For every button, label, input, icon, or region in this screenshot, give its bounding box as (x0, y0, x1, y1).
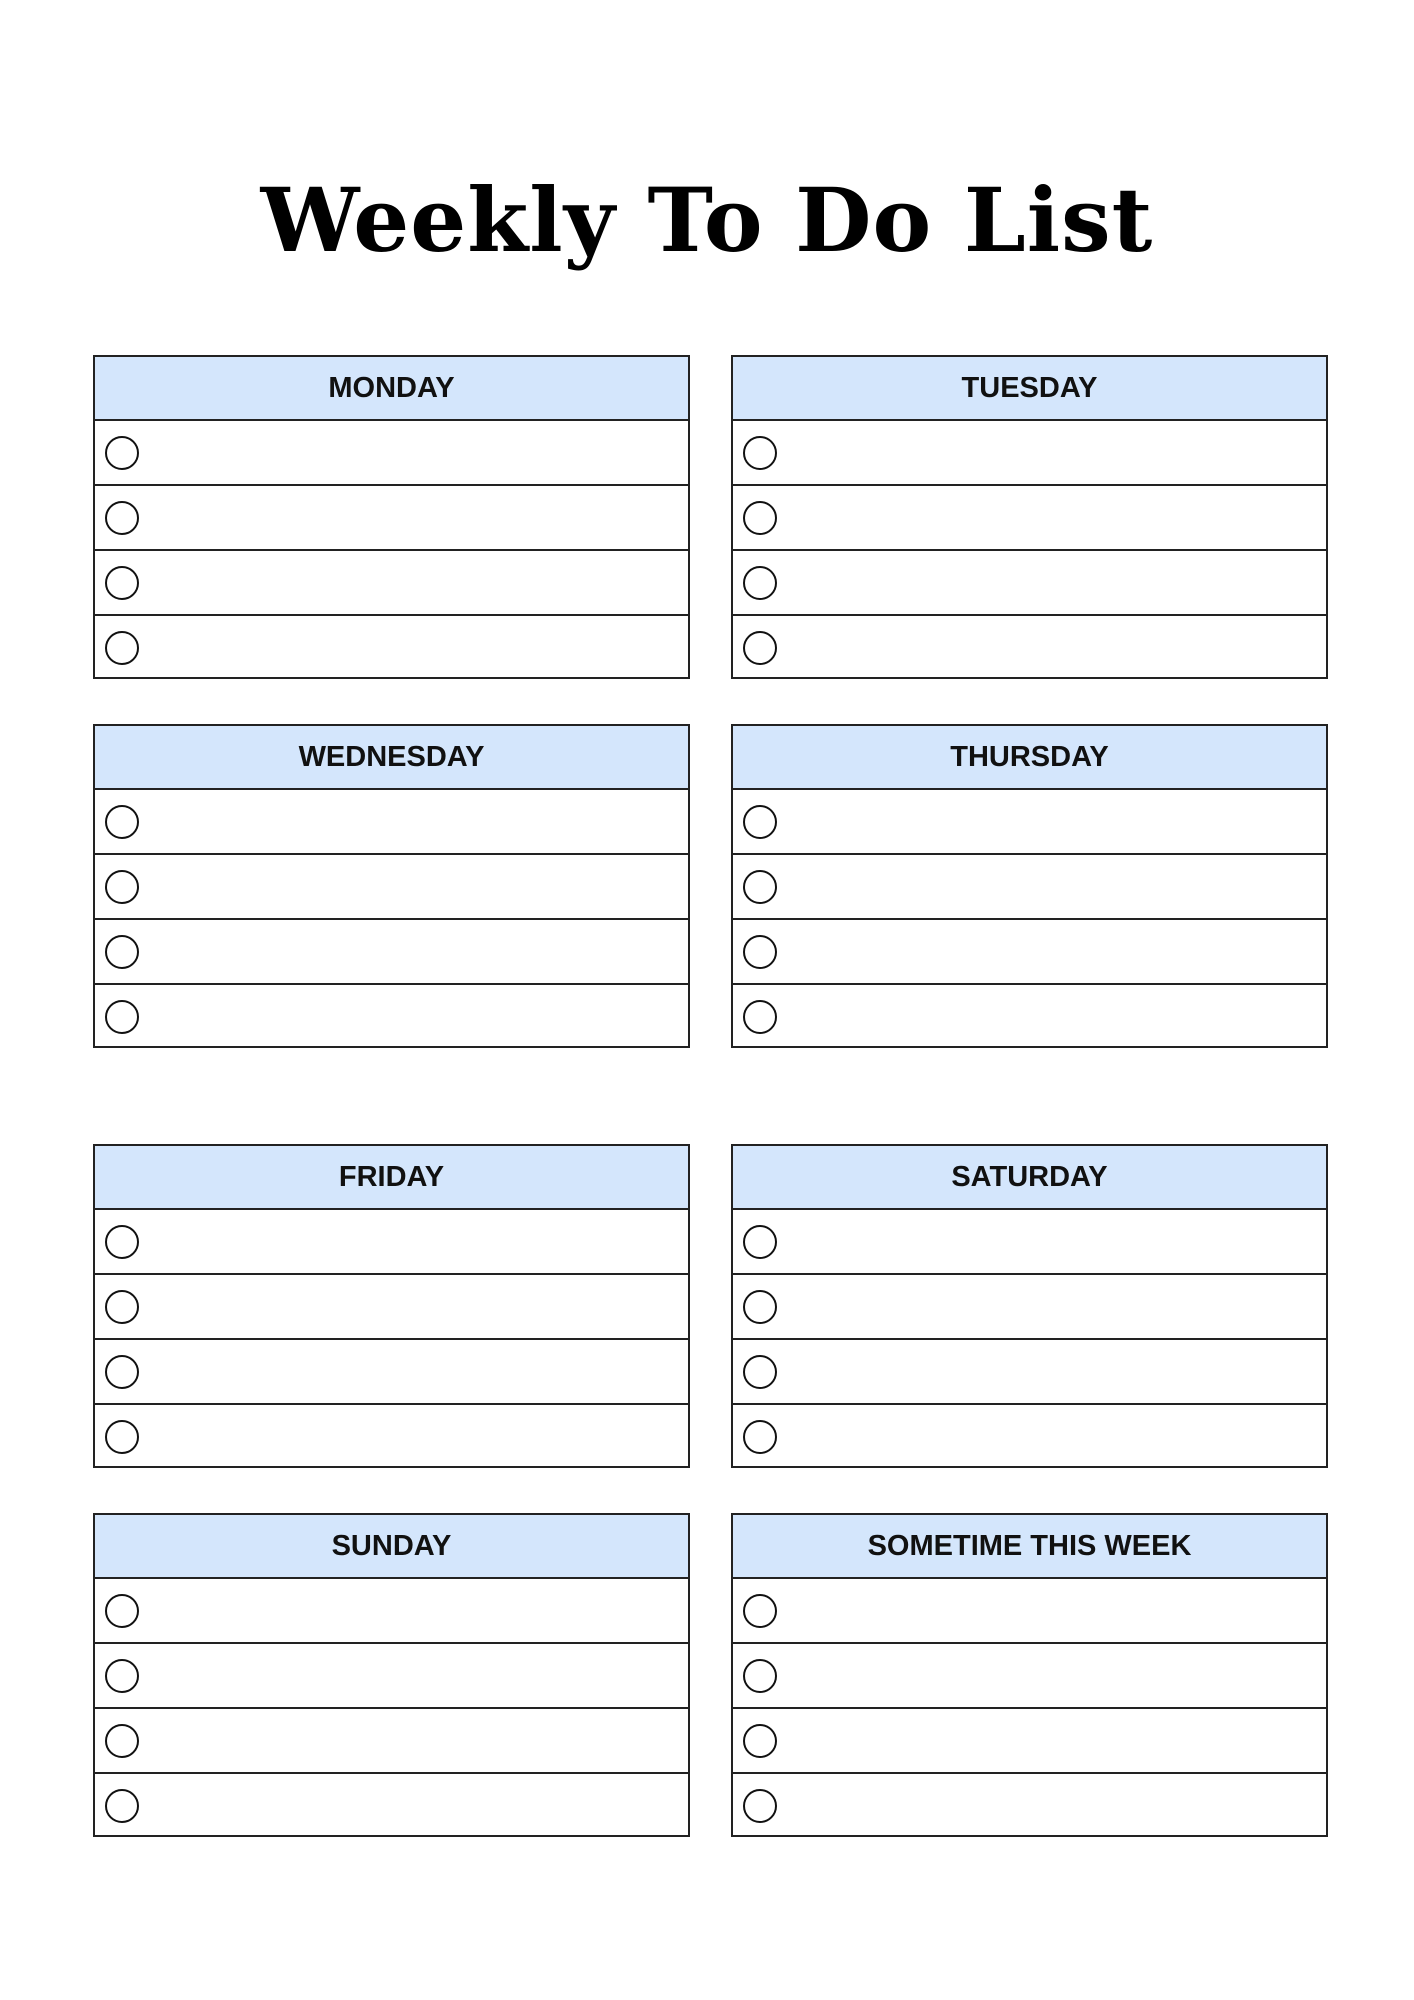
circle-checkbox-icon[interactable] (743, 1290, 777, 1324)
circle-checkbox-icon[interactable] (105, 805, 139, 839)
task-entry-field[interactable] (777, 1644, 1326, 1707)
task-row (95, 1405, 688, 1469)
task-entry-field[interactable] (139, 1340, 688, 1403)
page-title: Weekly To Do List (260, 168, 1154, 272)
task-entry-field[interactable] (777, 551, 1326, 614)
task-row (733, 985, 1326, 1049)
task-row (733, 616, 1326, 680)
circle-checkbox-icon[interactable] (105, 1594, 139, 1628)
task-row (733, 1644, 1326, 1709)
task-row (95, 1210, 688, 1275)
task-entry-field[interactable] (139, 1644, 688, 1707)
task-row (733, 1340, 1326, 1405)
day-box-monday (93, 355, 690, 679)
task-row (95, 1275, 688, 1340)
day-box-sometime-this-week (731, 1513, 1328, 1837)
circle-checkbox-icon[interactable] (105, 1225, 139, 1259)
day-box-thursday (731, 724, 1328, 1048)
task-entry-field[interactable] (777, 790, 1326, 853)
task-row (95, 1340, 688, 1405)
task-entry-field[interactable] (139, 855, 688, 918)
task-row (733, 421, 1326, 486)
circle-checkbox-icon[interactable] (105, 1659, 139, 1693)
circle-checkbox-icon[interactable] (743, 870, 777, 904)
day-box-saturday (731, 1144, 1328, 1468)
task-entry-field[interactable] (139, 1709, 688, 1772)
task-entry-field[interactable] (139, 790, 688, 853)
circle-checkbox-icon[interactable] (743, 1789, 777, 1823)
day-box-friday (93, 1144, 690, 1468)
task-entry-field[interactable] (139, 551, 688, 614)
circle-checkbox-icon[interactable] (743, 935, 777, 969)
task-entry-field[interactable] (139, 1579, 688, 1642)
circle-checkbox-icon[interactable] (743, 501, 777, 535)
task-entry-field[interactable] (777, 1340, 1326, 1403)
task-entry-field[interactable] (139, 1405, 688, 1469)
task-row (733, 1579, 1326, 1644)
task-row (95, 486, 688, 551)
task-row (95, 985, 688, 1049)
circle-checkbox-icon[interactable] (743, 1594, 777, 1628)
task-entry-field[interactable] (777, 486, 1326, 549)
task-row (733, 486, 1326, 551)
task-entry-field[interactable] (777, 1405, 1326, 1469)
circle-checkbox-icon[interactable] (105, 631, 139, 665)
task-row (733, 1709, 1326, 1774)
circle-checkbox-icon[interactable] (105, 436, 139, 470)
task-entry-field[interactable] (777, 1210, 1326, 1273)
day-header-saturday: SATURDAY (733, 1146, 1326, 1210)
task-entry-field[interactable] (139, 985, 688, 1049)
day-box-tuesday (731, 355, 1328, 679)
task-entry-field[interactable] (139, 616, 688, 680)
circle-checkbox-icon[interactable] (743, 805, 777, 839)
task-entry-field[interactable] (777, 985, 1326, 1049)
task-entry-field[interactable] (777, 855, 1326, 918)
circle-checkbox-icon[interactable] (743, 1659, 777, 1693)
task-row (95, 1774, 688, 1838)
circle-checkbox-icon[interactable] (105, 1724, 139, 1758)
circle-checkbox-icon[interactable] (743, 631, 777, 665)
circle-checkbox-icon[interactable] (105, 501, 139, 535)
circle-checkbox-icon[interactable] (105, 1290, 139, 1324)
task-entry-field[interactable] (139, 486, 688, 549)
task-row (733, 1774, 1326, 1838)
circle-checkbox-icon[interactable] (743, 1420, 777, 1454)
task-row (733, 1405, 1326, 1469)
circle-checkbox-icon[interactable] (743, 1355, 777, 1389)
circle-checkbox-icon[interactable] (105, 935, 139, 969)
task-entry-field[interactable] (777, 616, 1326, 680)
task-row (95, 1579, 688, 1644)
task-entry-field[interactable] (777, 421, 1326, 484)
day-box-sunday (93, 1513, 690, 1837)
task-entry-field[interactable] (139, 1210, 688, 1273)
circle-checkbox-icon[interactable] (105, 566, 139, 600)
task-entry-field[interactable] (139, 1275, 688, 1338)
task-entry-field[interactable] (777, 1709, 1326, 1772)
task-entry-field[interactable] (139, 1774, 688, 1838)
task-row (733, 1275, 1326, 1340)
task-entry-field[interactable] (139, 920, 688, 983)
circle-checkbox-icon[interactable] (743, 566, 777, 600)
day-header-sunday: SUNDAY (95, 1515, 688, 1579)
circle-checkbox-icon[interactable] (743, 1000, 777, 1034)
task-entry-field[interactable] (139, 421, 688, 484)
day-header-friday: FRIDAY (95, 1146, 688, 1210)
task-entry-field[interactable] (777, 1275, 1326, 1338)
task-entry-field[interactable] (777, 920, 1326, 983)
task-row (733, 551, 1326, 616)
day-box-wednesday (93, 724, 690, 1048)
task-row (95, 855, 688, 920)
circle-checkbox-icon[interactable] (743, 436, 777, 470)
circle-checkbox-icon[interactable] (105, 1000, 139, 1034)
task-row (95, 920, 688, 985)
day-header-thursday: THURSDAY (733, 726, 1326, 790)
circle-checkbox-icon[interactable] (105, 1420, 139, 1454)
task-row (733, 920, 1326, 985)
task-row (95, 1709, 688, 1774)
day-header-wednesday: WEDNESDAY (95, 726, 688, 790)
day-header-sometime-this-week: SOMETIME THIS WEEK (733, 1515, 1326, 1579)
task-row (95, 551, 688, 616)
task-entry-field[interactable] (777, 1579, 1326, 1642)
circle-checkbox-icon[interactable] (105, 1355, 139, 1389)
task-row (95, 421, 688, 486)
task-row (95, 616, 688, 680)
day-header-tuesday: TUESDAY (733, 357, 1326, 421)
task-row (733, 790, 1326, 855)
task-row (733, 855, 1326, 920)
task-row (95, 790, 688, 855)
circle-checkbox-icon[interactable] (105, 870, 139, 904)
task-row (733, 1210, 1326, 1275)
day-header-monday: MONDAY (95, 357, 688, 421)
task-entry-field[interactable] (777, 1774, 1326, 1838)
circle-checkbox-icon[interactable] (743, 1225, 777, 1259)
circle-checkbox-icon[interactable] (743, 1724, 777, 1758)
circle-checkbox-icon[interactable] (105, 1789, 139, 1823)
task-row (95, 1644, 688, 1709)
